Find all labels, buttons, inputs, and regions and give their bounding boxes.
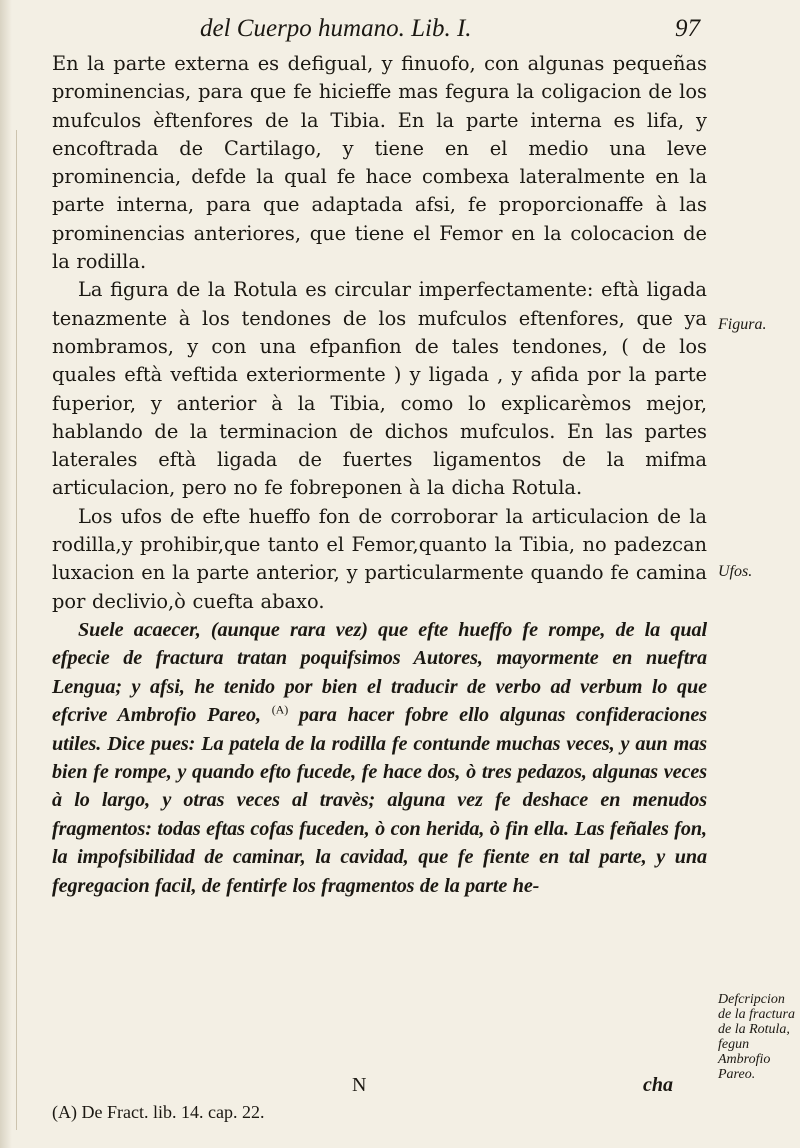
page-edge-shadow bbox=[0, 0, 12, 1148]
body-text bbox=[52, 50, 707, 900]
page-number: 97 bbox=[675, 15, 700, 42]
paragraph-figura: La figura de la Rotula es circular imperfectamente: eftà ligada tenazmente à los tendones de los mufculos eftenfores, que ya nombramos, y con una efpanfion de tales tendones, ( de los quales eftà veftida exteriormente ) y ligada , y afida por la parte fuperior, y anterior à la Tibia, como lo explicarèmos mejor, hablando de la terminacion de dichos mufculos. En las partes laterales eftà ligada de fuertes ligamentos de la mifma articulacion, pero no fe fobreponen à la dicha Rotula. bbox=[52, 278, 707, 500]
running-head-title: del Cuerpo humano. Lib. I. bbox=[200, 15, 472, 42]
paragraph-usos: Los ufos de efte hueffo fon de corroborar la articulacion de la rodilla,y prohibir,que tanto el Femor,quanto la Tibia, no padezcan luxacion en la parte anterior, y particularmente quando fe camina por declivio,ò cuefta abaxo. bbox=[52, 504, 707, 613]
gutter-line bbox=[16, 130, 17, 1130]
paragraph-fracture-quote bbox=[52, 616, 707, 900]
footnote-reference[interactable]: (A) bbox=[271, 702, 289, 717]
marginal-note-usos: Ufos. bbox=[718, 563, 753, 580]
quote-text-before-ref: Suele acaecer, (aunque rara vez) que efte hueffo fe rompe, de la qual efpecie de fractura tratan poquifsimos Autores, mayormente en nueftra Lengua; y afsi, he tenido por bien el traducir de verbo ad verbum lo que efcrive Ambrofio Pareo, bbox=[52, 618, 707, 727]
marginal-note-descripcion: Defcripcion de la fractura de la Rotula, fegun Ambrofio Pareo. bbox=[718, 992, 795, 1082]
signature-mark: N bbox=[352, 1074, 367, 1096]
catchword: cha bbox=[643, 1074, 673, 1096]
footnote: (A) De Fract. lib. 14. cap. 22. bbox=[52, 1102, 265, 1122]
running-head bbox=[200, 14, 700, 44]
marginal-note-figura: Figura. bbox=[718, 316, 767, 333]
quote-text-after-ref: para hacer fobre ello algunas confideraciones utiles. Dice pues: La patela de la rodilla fe contunde muchas veces, y aun mas bien fe rompe, y quando efto fucede, fe hace dos, ò tres pedazos, algunas veces à lo largo, y otras veces al travès; alguna vez fe deshace en menudos fragmentos: todas eftas cofas fuceden, ò con herida, ò fin ella. Las feñales fon, la impofsibilidad de caminar, la cavidad, que fe fiente en tal parte, y una fegregacion facil, de fentirfe los fragmentos de la parte he- bbox=[52, 704, 707, 897]
catchline bbox=[52, 1072, 707, 1098]
paragraph-bone-surface: En la parte externa es defigual, y finuofo, con algunas pequeñas prominencias, para que fe hicieffe mas fegura la coligacion de los mufculos èftenfores de la Tibia. En la parte interna es lifa, y encoftrada de Cartilago, y tiene en el medio una leve prominencia, defde la qual fe hace combexa lateralmente en la parte interna, para que adaptada afsi, fe proporcionaffe à las prominencias anteriores, que tiene el Femor en la colocacion de la rodilla. bbox=[52, 52, 707, 274]
